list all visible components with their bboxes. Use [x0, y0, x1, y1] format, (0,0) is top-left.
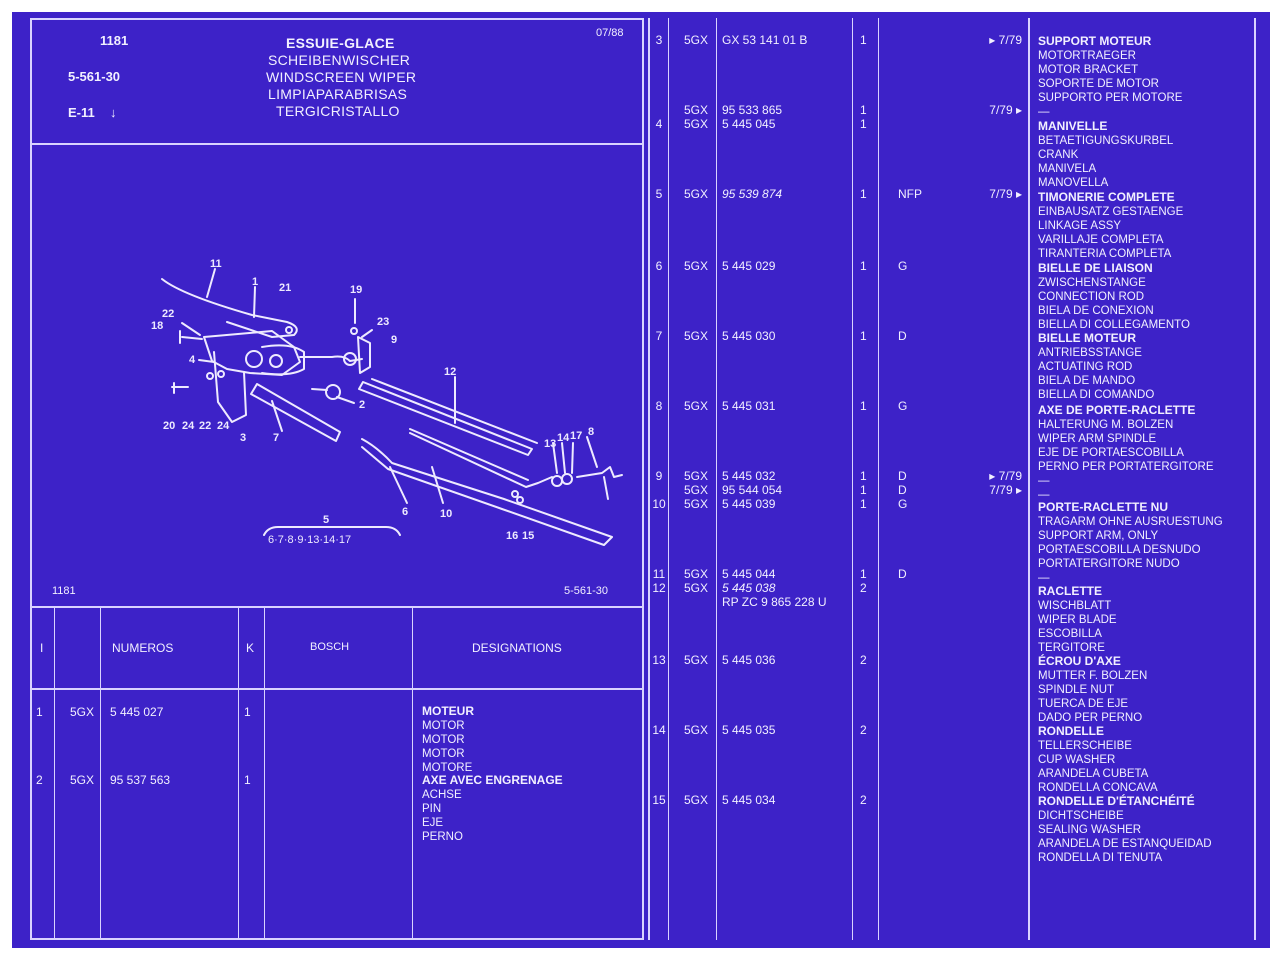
row-qty: 1 [860, 103, 867, 117]
callout-24b: 24 [217, 420, 230, 432]
designation-line: EINBAUSATZ GESTAENGE [1038, 206, 1184, 218]
designation-main: ÉCROU D'AXE [1038, 654, 1121, 668]
designation-line: MANIVELA [1038, 163, 1097, 175]
designation-block [1038, 584, 1117, 655]
designation-line: ARANDELA DE ESTANQUEIDAD [1038, 838, 1212, 850]
row-index: 13 [652, 653, 666, 667]
row-designations [422, 773, 563, 844]
designation-block [1038, 119, 1173, 190]
designation-line: SPINDLE NUT [1038, 684, 1115, 696]
designation-block [1038, 724, 1158, 795]
row-date: ▸ 7/79 [989, 33, 1022, 47]
callout-12: 12 [444, 366, 457, 378]
designation-main: RONDELLE D'ÉTANCHÉITÉ [1038, 794, 1195, 808]
designation-line: ACTUATING ROD [1038, 361, 1133, 373]
designation-line: SUPPORTO PER MOTORE [1038, 92, 1183, 104]
row-qty: 2 [860, 793, 867, 807]
row-index: 6 [655, 259, 663, 273]
designation-line: WIPER ARM SPINDLE [1038, 433, 1157, 445]
designation-line: MUTTER F. BOLZEN [1038, 670, 1148, 682]
row-index: 4 [655, 117, 663, 131]
designation-es: MOTOR [422, 748, 465, 760]
callout-11: 11 [210, 258, 222, 270]
designation-main: TIMONERIE COMPLETE [1038, 190, 1175, 204]
callout-13: 13 [544, 438, 557, 450]
designation-line: HALTERUNG M. BOLZEN [1038, 419, 1174, 431]
row-note: D [898, 567, 907, 581]
designation-line: ARANDELA CUBETA [1038, 768, 1149, 780]
title-fr: ESSUIE-GLACE [286, 35, 395, 51]
designation-main: RONDELLE [1038, 724, 1104, 738]
sheet-ref: 1181 [100, 33, 129, 48]
left-col-5 [412, 608, 413, 940]
designation-main: MOTEUR [422, 704, 474, 718]
designation-line: — [1038, 572, 1050, 584]
row-qty: 1 [860, 117, 867, 131]
designation-line: PERNO PER PORTATERGITORE [1038, 461, 1214, 473]
designation-es: EJE [422, 817, 444, 829]
callout-7: 7 [273, 432, 280, 444]
designation-line: TIRANTERIA COMPLETA [1038, 248, 1172, 260]
row-number: 5 445 045 [722, 117, 776, 131]
callout-9: 9 [391, 334, 398, 346]
designation-en: PIN [422, 803, 442, 815]
designation-line: ESCOBILLA [1038, 628, 1102, 640]
callout-4: 4 [189, 354, 196, 366]
callout-6: 6 [402, 506, 409, 518]
row-index: 3 [655, 33, 663, 47]
designation-line: PORTAESCOBILLA DESNUDO [1038, 544, 1201, 556]
row-qty: 1 [860, 399, 867, 413]
diagram-footer-left: 1181 [52, 585, 76, 597]
row-designations [422, 704, 474, 775]
row-number: 95 539 874 [722, 187, 783, 201]
designation-line: SOPORTE DE MOTOR [1038, 78, 1159, 90]
row-number: 5 445 044 [722, 567, 776, 581]
row-number: 95 533 865 [722, 103, 783, 117]
callout-20: 20 [163, 420, 176, 432]
designation-line: LINKAGE ASSY [1038, 220, 1122, 232]
col-header-k: K [246, 641, 255, 655]
callout-5: 5 [323, 514, 330, 526]
right-col-0 [648, 18, 650, 940]
row-index: 5 [655, 187, 663, 201]
left-col-2 [100, 608, 101, 940]
designation-line: — [1038, 106, 1050, 118]
row-number: 5 445 030 [722, 329, 776, 343]
designation-line: VARILLAJE COMPLETA [1038, 234, 1164, 246]
designation-line: — [1038, 475, 1050, 487]
designation-line: CRANK [1038, 149, 1079, 161]
designation-line: BIELLA DI COMANDO [1038, 389, 1155, 401]
row-prefix: 5GX [70, 705, 95, 719]
designation-block [1038, 34, 1182, 119]
row-date: 7/79 ▸ [989, 187, 1022, 201]
right-col-1 [668, 18, 669, 940]
row-note: D [898, 483, 907, 497]
callout-22: 22 [162, 308, 175, 320]
designation-en: MOTOR [422, 734, 465, 746]
designation-line: ZWISCHENSTANGE [1038, 277, 1146, 289]
linkage-bar [162, 279, 297, 337]
row-date: ▸ 7/79 [989, 469, 1022, 483]
sheet-date: 07/88 [596, 27, 624, 39]
designation-line: CUP WASHER [1038, 754, 1116, 766]
row-number: 5 445 036 [722, 653, 776, 667]
row-qty: 1 [244, 705, 251, 719]
title-en: WINDSCREEN WIPER [266, 69, 417, 85]
callout-3: 3 [240, 432, 247, 444]
row-date: 7/79 ▸ [989, 103, 1022, 117]
designation-main: AXE DE PORTE-RACLETTE [1038, 403, 1196, 417]
row-prefix: 5GX [684, 497, 709, 511]
left-col-1 [54, 608, 55, 940]
row-index: 12 [652, 581, 666, 595]
designation-it: PERNO [422, 831, 463, 843]
kit-label: 6·7·8·9·13·14·17 [268, 534, 352, 546]
designation-block [1038, 654, 1147, 725]
callout-24: 24 [182, 420, 195, 432]
designation-block [1038, 403, 1214, 502]
row-prefix: 5GX [684, 653, 709, 667]
title-it: TERGICRISTALLO [276, 103, 400, 119]
row-qty: 1 [860, 259, 867, 273]
designation-line: TELLERSCHEIBE [1038, 740, 1132, 752]
callout-21: 21 [279, 282, 292, 294]
row-number: RP ZC 9 865 228 U [722, 595, 827, 609]
left-panel-top-border [30, 18, 644, 20]
left-col-3 [238, 608, 239, 940]
designation-main: PORTE-RACLETTE NU [1038, 500, 1168, 514]
row-prefix: 5GX [684, 117, 709, 131]
designation-line: PORTATERGITORE NUDO [1038, 558, 1180, 570]
callout-19: 19 [350, 284, 363, 296]
callout-16: 16 [506, 530, 519, 542]
support-arm-6 [362, 439, 612, 545]
row-qty: 2 [860, 653, 867, 667]
designation-block [1038, 794, 1212, 865]
callout-15: 15 [522, 530, 535, 542]
designation-block [1038, 261, 1190, 332]
designation-line: DICHTSCHEIBE [1038, 810, 1124, 822]
designation-de: MOTOR [422, 720, 465, 732]
sheet-code: 5-561-30 [68, 69, 121, 84]
row-prefix: 5GX [684, 581, 709, 595]
designation-main: BIELLE DE LIAISON [1038, 261, 1153, 275]
designation-line: ANTRIEBSSTANGE [1038, 347, 1142, 359]
row-number: 5 445 035 [722, 723, 776, 737]
designation-line: TUERCA DE EJE [1038, 698, 1129, 710]
row-number: 5 445 039 [722, 497, 776, 511]
designation-line: TRAGARM OHNE AUSRUESTUNG [1038, 516, 1223, 528]
designation-line: SUPPORT ARM, ONLY [1038, 530, 1159, 542]
row-note: G [898, 259, 908, 273]
designation-line: WIPER BLADE [1038, 614, 1117, 626]
row-prefix: 5GX [684, 723, 709, 737]
left-panel-right-border [642, 18, 644, 940]
row-number: 5 445 029 [722, 259, 776, 273]
row-index: 10 [652, 497, 666, 511]
callout-18: 18 [151, 320, 164, 332]
row-note: G [898, 497, 908, 511]
right-col-3 [852, 18, 853, 940]
designation-block [1038, 190, 1183, 261]
row-note: NFP [898, 187, 922, 201]
table-header-divider [30, 688, 644, 690]
callout-2: 2 [359, 399, 366, 411]
col-header-designations: DESIGNATIONS [472, 641, 562, 655]
callout-14: 14 [557, 432, 570, 444]
row-prefix: 5GX [684, 259, 709, 273]
row-date: 7/79 ▸ [989, 483, 1022, 497]
row-qty: 1 [860, 497, 867, 511]
row-number: 5 445 031 [722, 399, 776, 413]
row-prefix: 5GX [684, 793, 709, 807]
row-qty: 2 [860, 581, 867, 595]
callout-10: 10 [440, 508, 453, 520]
row-qty: 1 [860, 33, 867, 47]
row-number: 95 544 054 [722, 483, 783, 497]
row-qty: 1 [860, 567, 867, 581]
row-number: 95 537 563 [110, 773, 171, 787]
col-header-i: I [40, 641, 44, 655]
row-qty: 1 [860, 329, 867, 343]
row-number: 5 445 034 [722, 793, 776, 807]
designation-line: MOTORTRAEGER [1038, 50, 1136, 62]
designation-line: MANOVELLA [1038, 177, 1109, 189]
row-prefix: 5GX [684, 399, 709, 413]
designation-line: BIELA DE CONEXION [1038, 305, 1154, 317]
right-col-4 [878, 18, 879, 940]
row-qty: 2 [860, 723, 867, 737]
designation-block [1038, 500, 1223, 585]
designation-block [1038, 331, 1154, 402]
sheet-index: E-11 [68, 105, 95, 120]
designation-line: CONNECTION ROD [1038, 291, 1145, 303]
row-prefix: 5GX [684, 33, 709, 47]
callout-8: 8 [588, 426, 595, 438]
callout-1: 1 [252, 276, 259, 288]
designation-main: SUPPORT MOTEUR [1038, 34, 1152, 48]
row-prefix: 5GX [684, 103, 709, 117]
row-index: 14 [652, 723, 666, 737]
left-col-4 [264, 608, 265, 940]
designation-line: DADO PER PERNO [1038, 712, 1143, 724]
row-prefix: 5GX [684, 187, 709, 201]
row-note: G [898, 399, 908, 413]
designation-line: MOTOR BRACKET [1038, 64, 1139, 76]
row-number: GX 53 141 01 B [722, 33, 808, 47]
designation-line: WISCHBLATT [1038, 600, 1112, 612]
row-index: 1 [36, 705, 43, 719]
title-de: SCHEIBENWISCHER [268, 52, 411, 68]
row-prefix: 5GX [684, 567, 709, 581]
designation-main: MANIVELLE [1038, 119, 1108, 133]
row-index: 11 [652, 567, 666, 581]
row-index: 2 [36, 773, 43, 787]
designation-line: EJE DE PORTAESCOBILLA [1038, 447, 1184, 459]
left-panel-bottom-border [30, 938, 644, 940]
row-qty: 1 [860, 483, 867, 497]
callout-23: 23 [377, 316, 390, 328]
motor-bracket [204, 331, 300, 375]
designation-de: ACHSE [422, 789, 462, 801]
right-col-5 [1028, 18, 1030, 940]
row-index: 7 [655, 329, 663, 343]
row-number: 5 445 032 [722, 469, 776, 483]
row-note: D [898, 329, 907, 343]
row-number: 5 445 027 [110, 705, 164, 719]
col-header-bosch: BOSCH [310, 641, 350, 653]
row-number: 5 445 038 [722, 581, 776, 595]
right-col-2 [716, 18, 717, 940]
row-index: 8 [655, 399, 663, 413]
designation-main: BIELLE MOTEUR [1038, 331, 1136, 345]
row-prefix: 5GX [684, 329, 709, 343]
row-qty: 1 [860, 469, 867, 483]
index-arrow-icon: ↓ [110, 105, 117, 120]
designation-line: BETAETIGUNGSKURBEL [1038, 135, 1174, 147]
row-index: 9 [655, 469, 663, 483]
header-divider [30, 143, 644, 145]
row-qty: 1 [244, 773, 251, 787]
callout-17: 17 [570, 430, 583, 442]
designation-line: — [1038, 489, 1050, 501]
right-panel-right-border [1254, 18, 1256, 940]
designation-line: RONDELLA DI TENUTA [1038, 852, 1163, 864]
row-index: 15 [652, 793, 666, 807]
designation-line: RONDELLA CONCAVA [1038, 782, 1158, 794]
designation-line: TERGITORE [1038, 642, 1105, 654]
designation-line: BIELLA DI COLLEGAMENTO [1038, 319, 1190, 331]
row-prefix: 5GX [70, 773, 95, 787]
row-qty: 1 [860, 187, 867, 201]
title-es: LIMPIAPARABRISAS [268, 86, 408, 102]
row-prefix: 5GX [684, 483, 709, 497]
designation-it: MOTORE [422, 762, 473, 774]
exploded-parts-diagram [32, 147, 642, 617]
row-note: D [898, 469, 907, 483]
catalog-sheet [12, 12, 1270, 948]
row-prefix: 5GX [684, 469, 709, 483]
col-header-numeros: NUMEROS [112, 641, 174, 655]
diagram-footer-right: 5-561-30 [564, 585, 609, 597]
designation-line: SEALING WASHER [1038, 824, 1142, 836]
designation-main: AXE AVEC ENGRENAGE [422, 773, 563, 787]
designation-line: BIELA DE MANDO [1038, 375, 1136, 387]
designation-main: RACLETTE [1038, 584, 1102, 598]
callout-22b: 22 [199, 420, 212, 432]
